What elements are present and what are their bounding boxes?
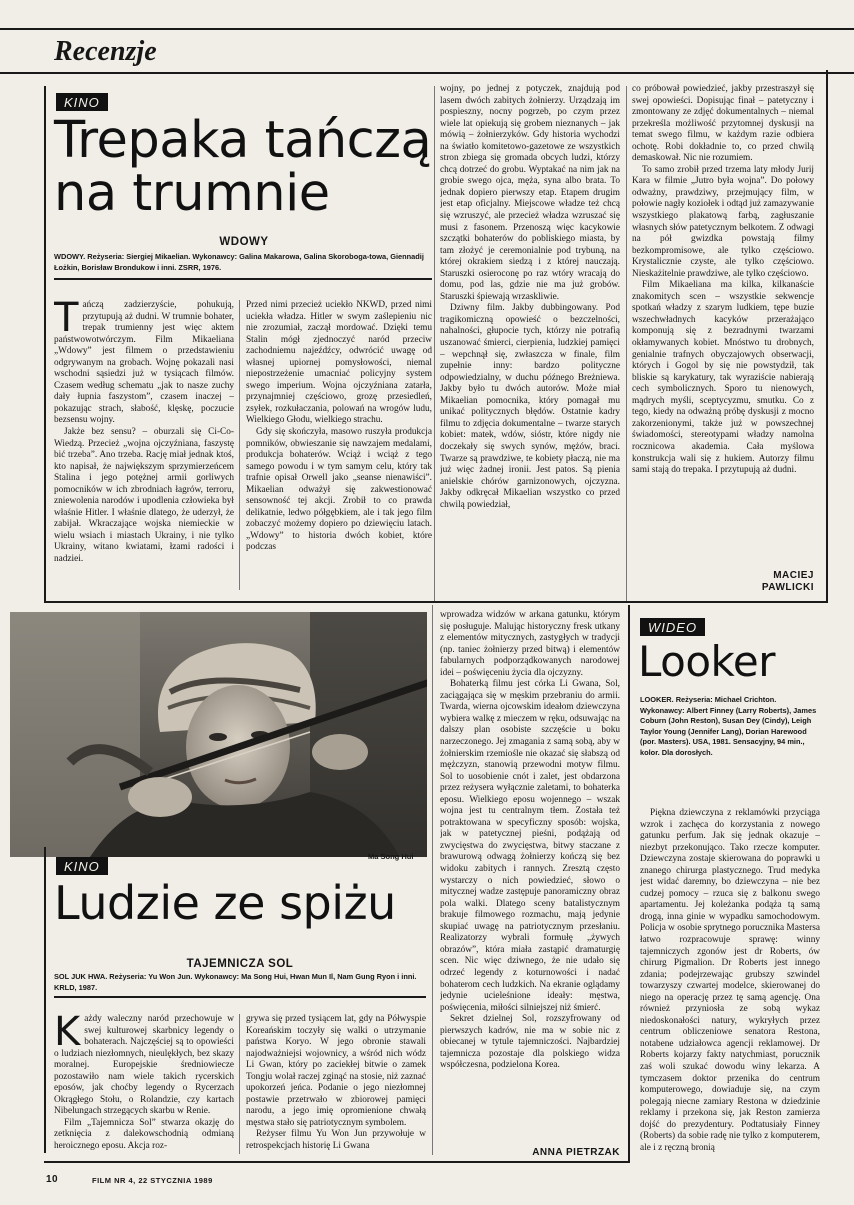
review2-col3-paragraph-3: Sekret dzielnej Sol, rozszyfrowany od pierwszych kadrów, nie ma w sobie nic z obiecanej w tytule tajemniczości. Najbardziej tajemnicza pozostaje dla polskiego widza współczesna, podzielona Korea.: [440, 1014, 620, 1071]
review1-kicker: KINO: [56, 93, 108, 111]
review1-col3-paragraph-2: Dziwny film. Jakby dubbingowany. Pod tragikomiczną opowieść o bezczelności, nahalności, głupocie tych, którzy nie potrafią uszanować śmierci, cierpienia, ludzkiej pamięci – wepchnął się, zwłaszcza w finale, film zupełnie inny: bardzo polityczne odpowiedzialny, w duchu późnego Breżniewa. Jakby było tu dwóch autorów. Może miał Mikaelian pomocnika, który pomagał mu unikać politycznych błędów. Ostatnie kadry filmu to zdjęcia dokumentalne – twarze starych kobiet: matek, wdów, sióstr, które nigdy nie doczekały się swych synów, mężów, braci. Twarze są prawdziwe, te kobiety płaczą, nie ma już więc żadnej ironii. Jest patos. Są pienia anielskie chórów garnizonowych, ojczyzna. Jakby odkręcał Mikaelian wszystko co przed chwilą powiedział,: [440, 303, 620, 510]
review1-credits: WDOWY. Reżyseria: Siergiej Mikaelian. Wykonawcy: Galina Makarowa, Galina Skoroboga-towa, Giennadij Łożkin, Borisław Brondukow i inni. ZSRR, 1976.: [54, 252, 424, 272]
review1-headline-line1: Trepaka tańczą: [54, 111, 432, 170]
issue-info: FILM NR 4, 22 STYCZNIA 1989: [92, 1176, 213, 1185]
column-divider: [239, 1014, 240, 1154]
review2-credits: SOL JUK HWA. Reżyseria: Yu Won Jun. Wykonawcy: Ma Song Hui, Hwan Mun Il, Nam Gung Ryon i inni. KRLD, 1987.: [54, 972, 417, 992]
top-rule: [0, 28, 854, 30]
review2-col1-paragraph-1: ażdy waleczny naród przechowuje w swej kulturowej skarbnicy legendy o bohaterach. Najczęściej są to opowieści o ludziach niezłomnych, nieulękłych, bez skazy moralnej. Europejskie średniowiecze pozostawiło nam wiele takich rycerskich eposów, jak choćby legendy o Rycerzach Okrągłego Stołu, o Rolandzie, czy kartach Nibelungach strzegących skarbu w Renie.: [54, 1014, 234, 1117]
review2-col3-paragraph-2: Bohaterką filmu jest córka Li Gwana, Sol, zaciągająca się w męskim przebraniu do armii. Twarda, wierna ojcowskim ideałom dziewczyna wybiera walkę z mieczem w ręku, odsuwając na dalszy plan osobiste szczęście u boku narzeczonego. Jej zmagania z samą sobą, aby w żołnierskim rzemiośle nie okazać się słabszą od mężczyzn, stanowią przewodni motyw filmu. Sol to uosobienie cnót i zalet, jest obdarzona przez reżysera wyłącznie zaletami, to bohaterka eposu. Wielkiego eposu wojennego – wszak wojna jest tu centralnym tłem. Została też potraktowana w specyficzny sposób: wojska, jak w patetycznej pieśni, podążają od zwycięstwa do zwycięstwa, bitwy staczane z brawurową odwagą żołnierzy kończą się bez widoku zabitych i rannych. Zresztą często wystarczy o nich powiedzieć, słowo o mitycznej wadze zastępuje panoramiczny obraz pola walki. Dlatego sceny batalistycznym brakuje filmowego rozmachu, mają jedynie skupiać uwagę na patriotycznym przesłaniu. Realizatorzy wybrali formułę „żywych obrazów”, która miała zastąpić dramaturgię scen. Nic więc dziwnego, że nie udało się odrzeć legendy z koturnowości i nadać bohaterom cech ludzkich. Na ekranie oglądamy jedynie ucieleśnione ideały: męstwa, poświęcenia, miłości silniejszej niż śmierć.: [440, 679, 620, 1013]
review1-left-border: [44, 86, 46, 602]
archer-photo-illustration: [10, 612, 427, 857]
review1-signature: [660, 570, 814, 594]
review2-credits-rule: [54, 996, 426, 998]
review1-signature-last-name: PAWLICKI: [761, 582, 814, 593]
review1-signature-first-name: MACIEJ: [773, 570, 814, 581]
review1-bottom-rule-right: [626, 601, 828, 603]
column-divider: [626, 86, 627, 602]
review2-kicker: KINO: [56, 857, 108, 875]
page-number: 10: [46, 1174, 59, 1185]
review2-col1-paragraph-2: Film „Tajemnicza Sol” stwarza okazję do zetknięcia z dalekowschodnią odmianą heroicznego eposu. Akcja roz-: [54, 1117, 234, 1152]
photo-caption: Ma Song Hui: [368, 852, 414, 861]
review1-col2-paragraph-2: Gdy się skończyła, masowo ruszyła produkcja pomników, obwieszanie się nawzajem medalami, produkcja bohaterów. Wciąż i wciąż z tego samego powodu i w tym samym celu, który tak trafnie opisał Orwell jako „seanse nienawiści”. Mikaelian odważył się zakwestionować sensowność tej akcji. Zrobił to co prawda delikatnie, ledwo półgębkiem, ale i tak jego film zobaczyć możemy dopiero po dziewięciu latach. „Wdowy” to historia dwóch kobiet, które podczas: [246, 427, 432, 553]
column-divider: [432, 605, 433, 1155]
review3-kicker: WIDEO: [640, 618, 705, 636]
review2-subtitle: TAJEMNICZA SOL: [186, 958, 294, 970]
review1-col4-paragraph-3: Film Mikaeliana ma kilka, kilkanaście znakomitych scen – wszystkie sekwencje spotkań władzy z szarym ludkiem, tępe buzie wszechwładnych kacyków przerażająco komponują się z bezradnymi twarzami okłamywanych kobiet. Mnóstwo tu drobnych, genialnie trafnych obyczajowych obserwacji, których i Gogol by się nie powstydził, tak bliskie są karykatury, tak wyraziście nabierają cech symbolicznych. Sporo tu nienowych, mądrych myśli, sceptycyzmu, smutku. Co z tego, kiedy na odważną próbę dyskusji z mocno zakorzenionymi, także już w powszechnej świadomości, stereotypami władzy namolna rocznicowa akademia. Cała myślowa konstrukcja wali się z hukiem. Autorzy filmu sami stają do trepaka. I przytupują aż dudni.: [632, 280, 814, 476]
review3-column: [640, 808, 820, 1158]
review1-col3-paragraph-1: wojny, po jednej z potyczek, znajdują pod lasem dwóch zabitych żołnierzy. Urządzają im pospieszny, nocny pogrzeb, po czym przez wiele lat opiekują się grobem nieznanych – jak mówią – żołnierzyków. Gdy historia wychodzi na światło komitetowo-gazetowe ze wszystkich stron zbiega się gromada obcych ludzi, którzy chcą dotrzeć do grobu. Wyptakać na nim jak na grobie swego ojca, męża, syna albo brata. To jednak dopiero pierwszy etap. Etapem drugim jest etap oficjalny. Miejscowe władze też chcą się wzruszyć, ale przecież władza wzruszać się musi z fasonem. Przenoszą więc kacykowie szczątki bohaterów do pobliskiego miasta, by tam złożyć je ceremonialnie pod trybuną, na której okrakiem siedzą i z której nauczają. Staruszki osieroconę po raz wtóry wracają do domu, pod las, gdzie nie ma już grobów. Staruszki śpiewają wrzaskliwie.: [440, 84, 620, 302]
header-rule: [0, 72, 854, 74]
review2-col3-paragraph-1: wprowadza widzów w arkana gatunku, którym się posługuje. Malując historyczny fresk utkany z elementów mitycznych, zastygłych w tradycji (np. taniec żołnierzy przed bitwą) i elementów fabularnych podporządkowanych narodowej idei – poświęceniu życia dla ojczyzny.: [440, 610, 620, 678]
review3-credits: LOOKER. Reżyseria: Michael Crichton. Wykonawcy: Albert Finney (Larry Roberts), James Coburn (John Reston), Susan Dey (Cindy), Leigh Taylor Young (Jennifer Lang), Dorian Harewood (por. Masters). USA, 1981. Sensacyjny, 94 min., kolor. Dla dorosłych.: [640, 695, 817, 757]
review1-column-4: [632, 84, 814, 570]
review2-left-border: [44, 847, 46, 1153]
film-still-photo: [10, 612, 427, 857]
review2-bottom-rule: [44, 1161, 628, 1163]
review2-column-3: [440, 610, 620, 1145]
column-divider: [239, 300, 240, 590]
review2-column-2: [246, 1014, 426, 1157]
review3-left-border: [628, 605, 630, 1163]
review1-right-border: [826, 70, 828, 603]
review3-paragraph: Piękna dziewczyna z reklamówki przyciąga wzrok i zachęca do korzystania z nowego gatunku perfum. Jak się jednak okazuje – niezbyt przekonująco. Tako rzecze komputer. Dziewczyna zostaje skierowana do poprawki u znanego chirurga plastycznego. Trud medyka jest widać daremny, bo dziewczyna – nie bez cudzej pomocy – rzuca się z balkonu swego apartamentu. Jej koleżanka podąża tą samą drogą, inna ginie w wypadku samochodowym. Policja w osobie sprytnego porucznika Mastersa łatwo rozpracowuje sprawę: winny tajemniczych zgonów jest dr Roberts, ów chirurg Pigmalion. Dr Roberts jest innego zdania; podejrzewając grubszy szwindel towarzyszy czwartej modelce, skierowanej do niego na operację przez tę samą agencję. Ona również przyniosła ze sobą wykaz niedoskonałości natury, wykryłych przez centrum obliczeniowe senatora Restona, notabene udziałowca agencji reklamowej. Dr Roberts kojarzy fakty natychmiast, porucznik zaś woli szukać dowodu winy lekarza. A tymczasem doktor przenika do centrum komputerowego, dowiaduje się, na czym polegają niecne zamiary Restona w dziedzinie reklamy i przekona się, jak Reston zamierza dojść do prezydentury. Podtatusiały Finney (Roberts) da sobie radę nie tylko z komputerem, ale i z ręczną bronią: [640, 808, 820, 1153]
review1-column-1: [54, 300, 234, 590]
review2-column-1: [54, 1014, 234, 1157]
review1-col4-paragraph-2: To samo zrobił przed trzema laty młody Jurij Kara w filmie „Jutro była wojna”. Do połowy odważny, prawdziwy, przejmujący film, w połowie nagły koziołek i odtąd już zamazywanie wszystkiego plakatową farbą, zagłuszanie własnych słów patetycznym belkotem. Z odwagi na pół gwizdka powstają filmy bezkompromisowe, ale tylko częściowo. Krystalicznie czyste, ale tylko częściowo. Nieskażitelnie prawdziwe, ale tylko częściowo.: [632, 164, 814, 279]
review1-col2-paragraph-1: Przed nimi przecież uciekło NKWD, przed nimi uciekła władza. Hitler w swym zaślepieniu nic nie zrozumiał, zaczął mordować. Dzięki temu Stalin mógł zjednoczyć naród przeciw zachodniemu najeźdźcy, odwrócić uwagę od własnej upiornej pomysłowości, niemal niepostrzeżenie umacniać policyjny system swego imperium. Wojna ojczyźniana zatarła, przynajmniej częściowo, grozę przesiedleń, zsyłek, rozkułaczania, polowań na wrogów ludu, Wielkiego Głodu, wielkiego strachu.: [246, 300, 432, 426]
review1-headline-line2: na trumnie: [54, 164, 330, 224]
review2-col2-paragraph-1: grywa się przed tysiącem lat, gdy na Półwyspie Koreańskim toczyły się walki o utrzymanie państwa Koryo. W jego obronie stawali najodważniejsi wojownicy, a wśród nich wódz Li Gwan, który po zaciekłej bitwie o zamek Tongju wolał raczej zginąć na stosie, niż zaznać upokorzeń jeńca. Podanie o jego niezłomnej postawie przetrwało w zbiorowej pamięci narodu, a jego imię opromienione chwałą męstwa stało się patriotycznym symbolem.: [246, 1014, 426, 1128]
review1-col1-paragraph-2: Jakże bez sensu? – oburzali się Ci-Co-Wiedzą. Przecież „wojna ojczyźniana, faszystę bić trzeba”. Ano trzeba. Rację miał jednak ktoś, kto napisał, że największym sprzymierzeńcem Stalina i jego potężnej armii gorliwych pomocników w ich zbrodniach łagrów, terroru, zniewolenia narodów i upodlenia człowieka był właśnie Hitler. I właśnie dlatego, że uderzył, że zabijał. Wkraczające wojska niemieckie w wielu wsiach i miastach Ukrainy, i nie tylko Ukrainy, witano kwiatami, łzami radości i nadziei.: [54, 427, 234, 565]
section-title: Recenzje: [54, 36, 157, 67]
review1-column-2: [246, 300, 432, 590]
review2-headline: Ludzie ze spiżu: [54, 876, 396, 930]
review1-bottom-rule: [44, 601, 628, 603]
review1-credits-rule: [54, 278, 432, 280]
review1-col1-paragraph-1: ańczą zadzierzyście, pohukują, przytupują aż dudni. W trumnie bohater, trepak trumienny jest więc aktem państwowotwórczym. Film Mikaeliana „Wdowy” jest filmem o przedstawieniu odgrywanym na grobach. Wojnę pokazali nasi wschodni sąsiedzi już w tysiącach filmów. Czasem według schematu „jak to nasze zuchy dały łupnia faszystom”, czasem inaczej – pokazując strach, słabość, klęskę, poczucie bezsensu wojny.: [54, 300, 234, 426]
review3-headline: Looker: [638, 637, 775, 686]
review2-col2-paragraph-2: Reżyser filmu Yu Won Jun przywołuje w retrospekcjach historię Li Gwana: [246, 1129, 426, 1152]
review1-subtitle: WDOWY: [219, 236, 269, 248]
review2-dropcap: K: [54, 1014, 81, 1055]
review1-headline: [54, 111, 432, 224]
review1-col4-paragraph-1: co próbował powiedzieć, jakby przestraszył się swej opowieści. Dopisując finał – patetyczny i zmontowany ze zdjęć dokumentalnych – niemal przekreśla możliwość przytomnej dyskusji na temat swego filmu, w każdym razie odbiera ochotę. Robi dokładnie to, co przed chwilą demaskował. Nic nie rozumiem.: [632, 84, 814, 164]
column-divider: [434, 86, 435, 602]
review2-signature: ANNA PIETRZAK: [532, 1147, 620, 1158]
review1-column-3: [440, 84, 620, 592]
review1-dropcap: T: [54, 300, 79, 341]
